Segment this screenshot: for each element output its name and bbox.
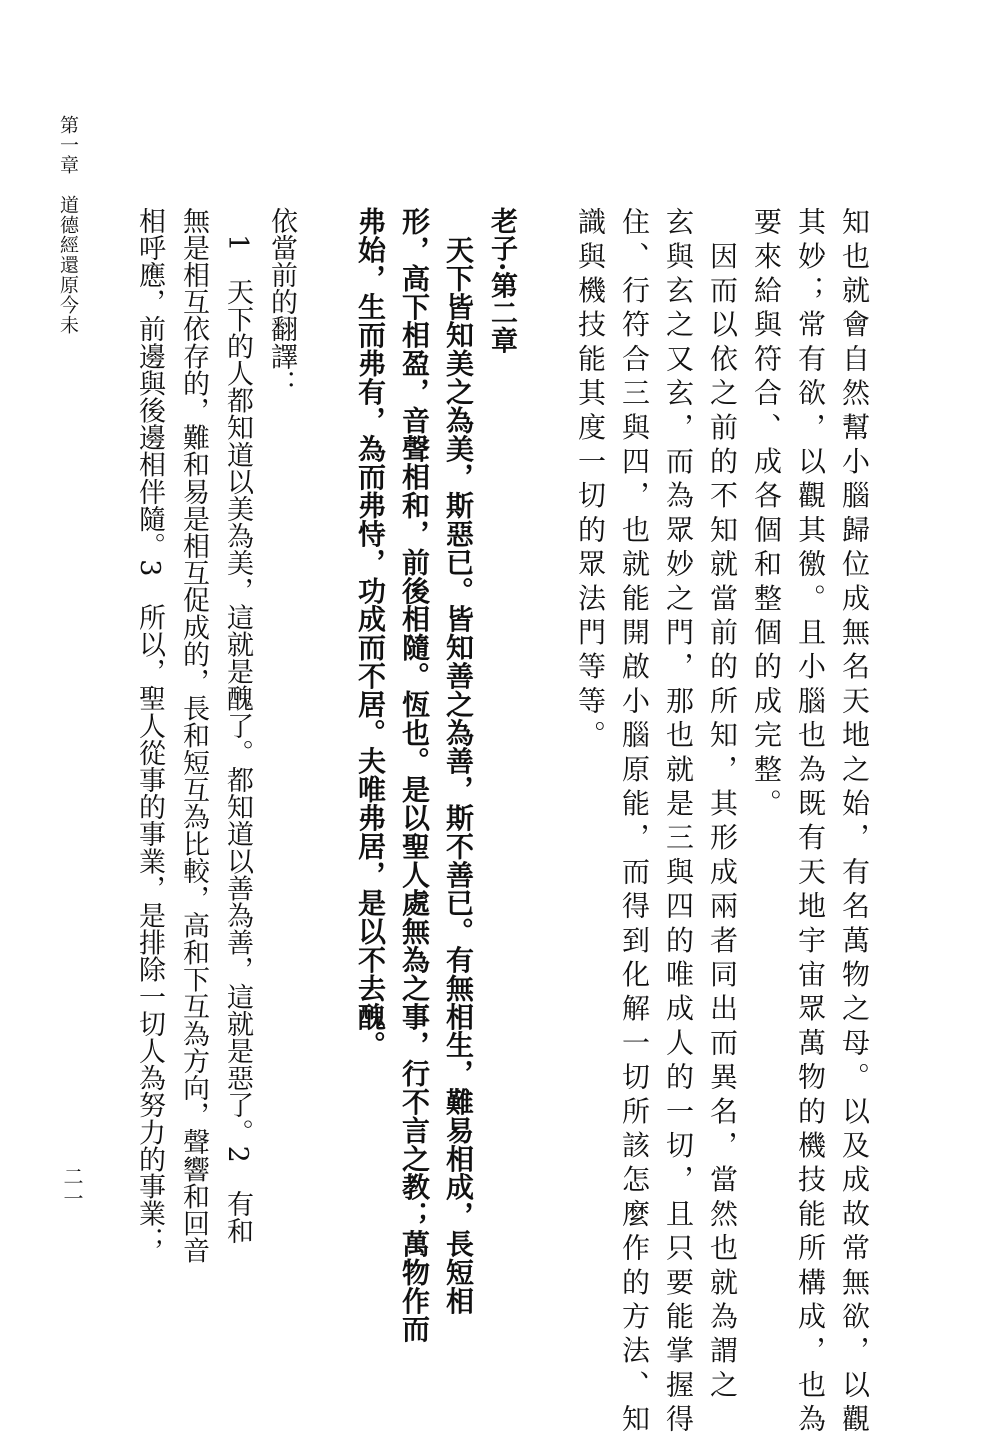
commentary-column-1: 知也就會自然幫小腦歸位成無名天地之始，有名萬物之母。以及成故常無欲，以觀 (838, 207, 871, 1438)
commentary-column-5: 玄與玄之又玄，而為眾妙之門，那也就是三與四的唯成人的一切，且只要能掌握得 (662, 207, 695, 1438)
commentary-column-7: 識與機技能其度一切的眾法門等等。 (574, 207, 607, 755)
commentary-column-6: 住、行符合三與四，也就能開啟小腦原能，而得到化解一切所該怎麼作的方法、知 (618, 207, 651, 1438)
translation-column-2: 無是相互依存的，難和易是相互促成的，長和短互為比較，高和下互為方向，聲響和回音 (178, 207, 209, 1264)
commentary-column-2: 其妙；常有欲，以觀其徼。且小腦也為既有天地宇宙眾萬物的機技能所構成，也為 (794, 207, 827, 1438)
commentary-column-4: 因而以依之前的不知就當前的所知，其形成兩者同出而異名，當然也就為謂之 (706, 207, 739, 1404)
translation-column-1: 1 天下的人都知道以美為美，這就是醜了。都知道以善為善，這就是惡了。2 有和 (222, 207, 253, 1245)
quote-column-1: 天下皆知美之為美，斯惡已。皆知善之為善，斯不善已。有無相生，難易相成，長短相 (442, 207, 475, 1315)
page-number: 二一 (60, 1166, 84, 1210)
translation-column-3: 相呼應，前邊與後邊相伴隨。3 所以，聖人從事的事業，是排除一切人為努力的事業； (134, 207, 165, 1255)
section-heading: 老子·第二章 (486, 207, 517, 355)
translation-heading: 依當前的翻譯： (266, 207, 297, 397)
running-header: 第一章 道德經還原今未 (57, 115, 79, 335)
commentary-column-3: 要來給與符合、成各個和整個的成完整。 (750, 207, 783, 823)
quote-column-2: 形，高下相盈，音聲相和，前後相隨。恆也。是以聖人處無為之事，行不言之教；萬物作而 (398, 207, 431, 1343)
quote-column-3: 弗始，生而弗有，為而弗恃，功成而不居。夫唯弗居，是以不去醜。 (354, 207, 387, 1059)
